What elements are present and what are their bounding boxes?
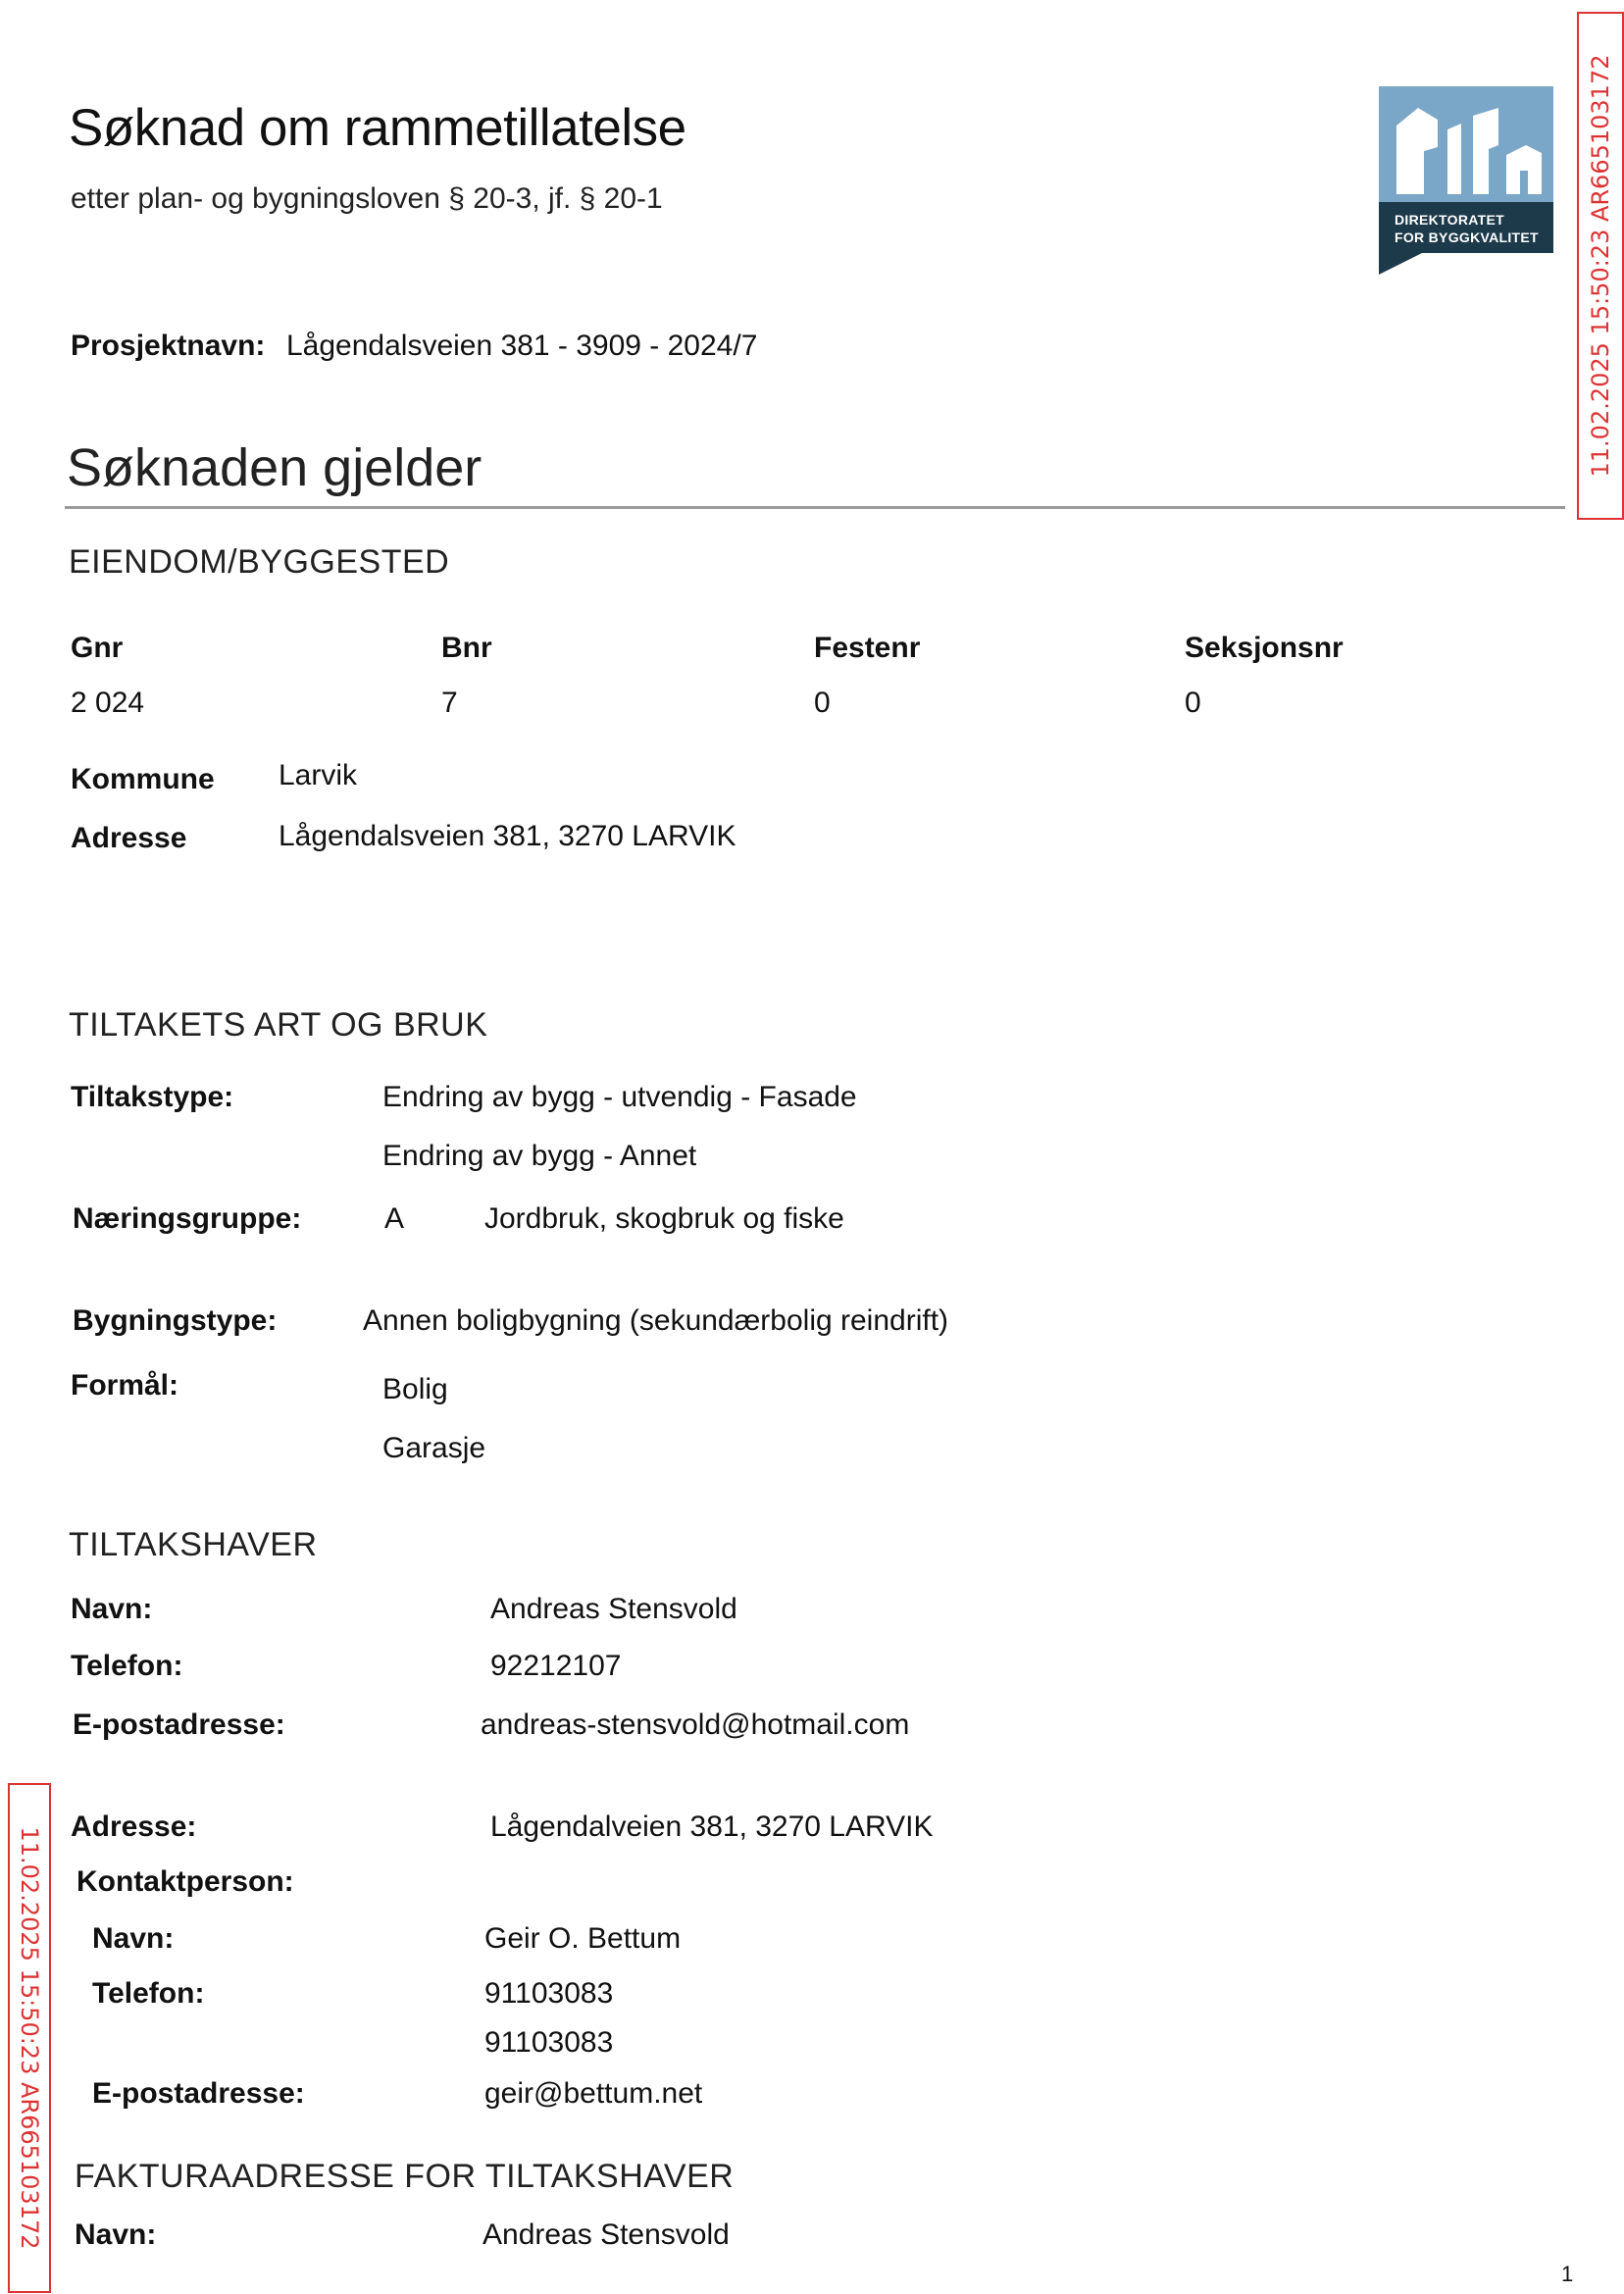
property-heading: EIENDOM/BYGGESTED	[69, 543, 450, 581]
logo-text-line1: DIREKTORATET	[1395, 212, 1504, 228]
gnr-value: 2 024	[71, 687, 145, 719]
kommune-value: Larvik	[279, 759, 358, 791]
applicant-adresse-label: Adresse:	[71, 1810, 197, 1843]
invoice-navn-label: Navn:	[75, 2218, 157, 2251]
contact-telefon-value-1: 91103083	[484, 1977, 614, 2010]
document-subtitle: etter plan- og bygningsloven § 20-3, jf. § 20-1	[71, 182, 663, 215]
tiltakstype-value-1: Endring av bygg - utvendig - Fasade	[382, 1081, 857, 1113]
tiltakstype-value-2: Endring av bygg - Annet	[382, 1140, 697, 1172]
formal-value-2: Garasje	[382, 1432, 486, 1464]
contact-navn-label: Navn:	[92, 1922, 175, 1955]
applicant-telefon-label: Telefon:	[71, 1650, 183, 1682]
adresse-value: Lågendalsveien 381, 3270 LARVIK	[279, 820, 736, 852]
section-title: Søknaden gjelder	[67, 438, 482, 497]
bygningstype-label: Bygningstype:	[73, 1304, 278, 1337]
applicant-navn-label: Navn:	[71, 1593, 153, 1625]
contact-telefon-label: Telefon:	[92, 1977, 205, 2010]
contact-telefon-value-2: 91103083	[484, 2026, 614, 2059]
applicant-epost-label: E-postadresse:	[73, 1708, 285, 1741]
adresse-label: Adresse	[71, 822, 187, 854]
bygningstype-value: Annen boligbygning (sekundærbolig reindrift)	[363, 1304, 949, 1337]
applicant-navn-value: Andreas Stensvold	[490, 1593, 737, 1625]
stamp-text-left: 11.02.2025 15:50:23 AR665103172	[16, 1826, 43, 2250]
festenr-label: Festenr	[814, 632, 921, 664]
invoice-navn-value: Andreas Stensvold	[482, 2218, 730, 2251]
timestamp-stamp-right	[1577, 12, 1624, 520]
contact-epost-value: geir@bettum.net	[484, 2077, 703, 2110]
project-value: Lågendalsveien 381 - 3909 - 2024/7	[286, 330, 758, 362]
seksjonsnr-value: 0	[1185, 687, 1201, 719]
page-number: 1	[1561, 2262, 1574, 2286]
gnr-label: Gnr	[71, 632, 124, 664]
festenr-value: 0	[814, 687, 831, 719]
applicant-telefon-value: 92212107	[490, 1650, 622, 1682]
stamp-text: 11.02.2025 15:50:23 AR665103172	[1587, 54, 1614, 478]
timestamp-stamp-left	[8, 1783, 51, 2293]
applicant-epost-value: andreas-stensvold@hotmail.com	[481, 1708, 910, 1741]
contact-label: Kontaktperson:	[76, 1865, 294, 1898]
naeringsgruppe-code: A	[384, 1202, 405, 1235]
applicant-adresse-value: Lågendalveien 381, 3270 LARVIK	[490, 1810, 934, 1843]
tiltakstype-label: Tiltakstype:	[71, 1081, 234, 1113]
naeringsgruppe-value: Jordbruk, skogbruk og fiske	[484, 1202, 844, 1235]
applicant-heading: TILTAKSHAVER	[69, 1526, 318, 1563]
section-divider	[65, 506, 1565, 509]
project-label: Prosjektnavn:	[71, 330, 266, 362]
invoice-heading: FAKTURAADRESSE FOR TILTAKSHAVER	[75, 2158, 735, 2195]
measure-heading: TILTAKETS ART OG BRUK	[69, 1006, 488, 1044]
contact-epost-label: E-postadresse:	[92, 2077, 305, 2110]
logo-text-line2: FOR BYGGKVALITET	[1395, 229, 1539, 245]
seksjonsnr-label: Seksjonsnr	[1185, 632, 1344, 664]
bnr-value: 7	[441, 687, 458, 719]
dibk-logo	[1379, 86, 1553, 275]
formal-value-1: Bolig	[382, 1373, 448, 1405]
naeringsgruppe-label: Næringsgruppe:	[73, 1202, 302, 1235]
contact-navn-value: Geir O. Bettum	[484, 1922, 682, 1955]
bnr-label: Bnr	[441, 632, 492, 664]
formal-label: Formål:	[71, 1369, 179, 1402]
kommune-label: Kommune	[71, 763, 215, 795]
document-title: Søknad om rammetillatelse	[69, 99, 686, 157]
building-icon	[1379, 86, 1553, 202]
